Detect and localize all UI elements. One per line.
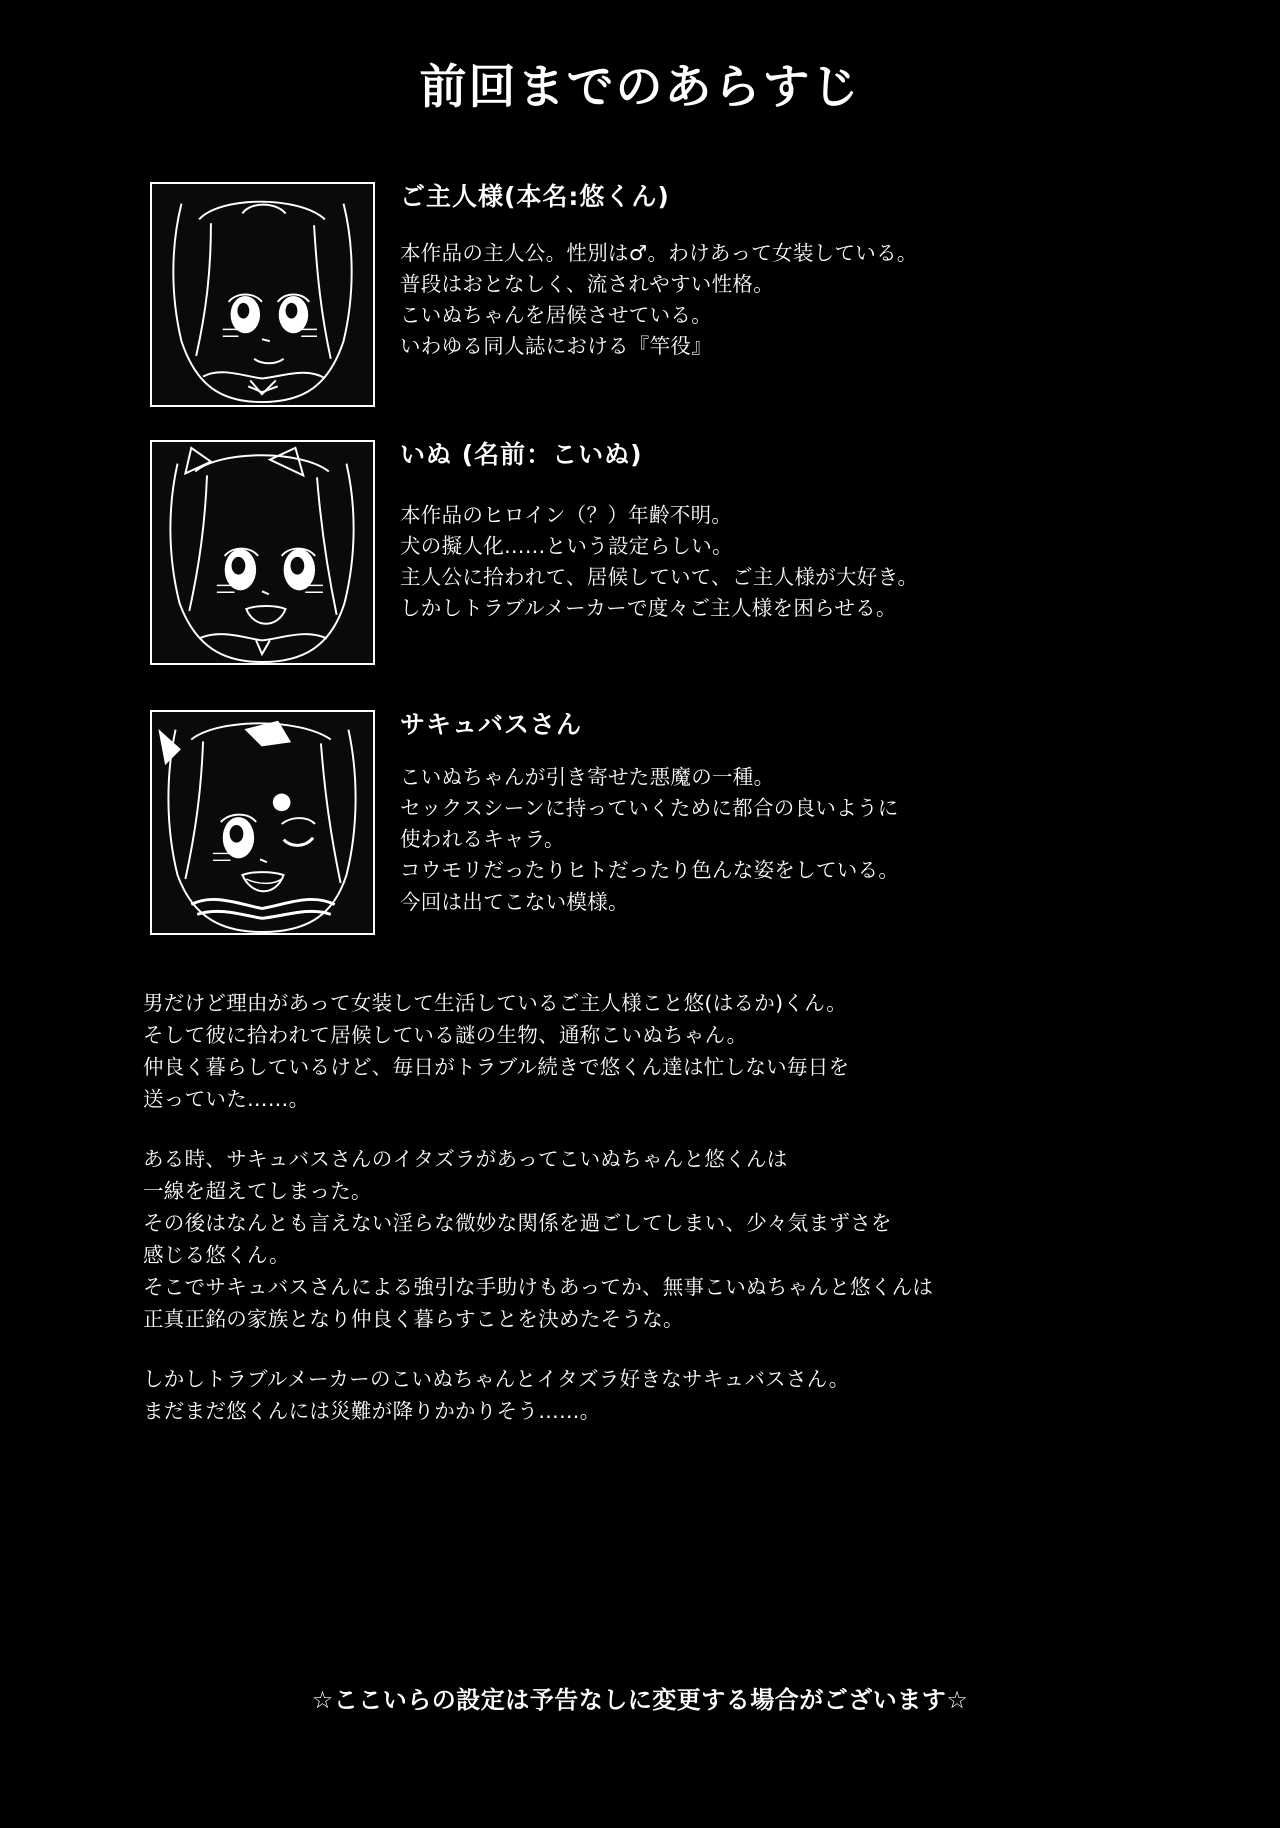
description-line: 本作品の主人公。性別は♂。わけあって女装している。 bbox=[400, 241, 918, 265]
character-description bbox=[400, 500, 1140, 625]
synopsis-line: 男だけど理由があって女装して生活しているご主人様こと悠(はるか)くん。 bbox=[143, 991, 848, 1015]
description-line: 今回は出てこない模様。 bbox=[400, 889, 629, 914]
character-text bbox=[400, 440, 1140, 625]
description-line: 本作品のヒロイン（？）年齢不明。 bbox=[400, 503, 733, 527]
synopsis-line: 送っていた……。 bbox=[143, 1086, 310, 1111]
character-description bbox=[400, 762, 1140, 918]
character-name: ご主人様(本名:悠くん) bbox=[400, 182, 670, 211]
synopsis-line: その後はなんとも言えない淫らな微妙な関係を過ごしてしまい、少々気まずさを bbox=[143, 1210, 892, 1235]
description-line: しかしトラブルメーカーで度々ご主人様を困らせる。 bbox=[400, 596, 897, 621]
footer-note: ☆ここいらの設定は予告なしに変更する場合がございます☆ bbox=[311, 1686, 969, 1714]
synopsis-line: そして彼に拾われて居候している謎の生物、通称こいぬちゃん。 bbox=[143, 1022, 748, 1047]
synopsis-line: ある時、サキュバスさんのイタズラがあってこいぬちゃんと悠くんは bbox=[143, 1146, 788, 1171]
character-description bbox=[400, 238, 1140, 363]
description-line: こいぬちゃんを居候させている。 bbox=[400, 303, 712, 328]
character-name: いぬ (名前：こいぬ) bbox=[400, 440, 643, 469]
description-line: コウモリだったりヒトだったり色んな姿をしている。 bbox=[400, 858, 900, 883]
synopsis-line: そこでサキュバスさんによる強引な手助けもあってか、無事こいぬちゃんと悠くんは bbox=[143, 1274, 934, 1299]
character-text bbox=[400, 710, 1140, 918]
description-line: こいぬちゃんが引き寄せた悪魔の一種。 bbox=[400, 765, 775, 789]
synopsis-line: 正真正銘の家族となり仲良く暮らすことを決めたそうな。 bbox=[143, 1306, 684, 1331]
character-portrait-succubus bbox=[150, 710, 375, 935]
synopsis-line: 一線を超えてしまった。 bbox=[143, 1178, 372, 1203]
character-portrait-goshujinsama bbox=[150, 182, 375, 407]
synopsis-line: しかしトラブルメーカーのこいぬちゃんとイタズラ好きなサキュバスさん。 bbox=[143, 1366, 850, 1391]
character-text bbox=[400, 182, 1140, 363]
synopsis-text bbox=[143, 960, 1163, 1428]
character-portrait-koinu bbox=[150, 440, 375, 665]
description-line: 使われるキャラ。 bbox=[400, 827, 565, 852]
description-line: セックスシーンに持っていくために都合の良いように bbox=[400, 796, 899, 821]
page-title: 前回までのあらすじ bbox=[419, 60, 861, 115]
description-line: 主人公に拾われて、居候していて、ご主人様が大好き。 bbox=[400, 565, 919, 590]
character-name: サキュバスさん bbox=[400, 710, 583, 739]
description-line: 普段はおとなしく、流されやすい性格。 bbox=[400, 272, 774, 297]
synopsis-line: まだまだ悠くんには災難が降りかかりそう……。 bbox=[143, 1398, 601, 1423]
synopsis-line: 仲良く暮らしているけど、毎日がトラブル続きで悠くん達は忙しない毎日を bbox=[143, 1054, 850, 1079]
synopsis-line: 感じる悠くん。 bbox=[143, 1242, 290, 1267]
description-line: 犬の擬人化……という設定らしい。 bbox=[400, 534, 733, 559]
description-line: いわゆる同人誌における『竿役』 bbox=[400, 334, 712, 359]
